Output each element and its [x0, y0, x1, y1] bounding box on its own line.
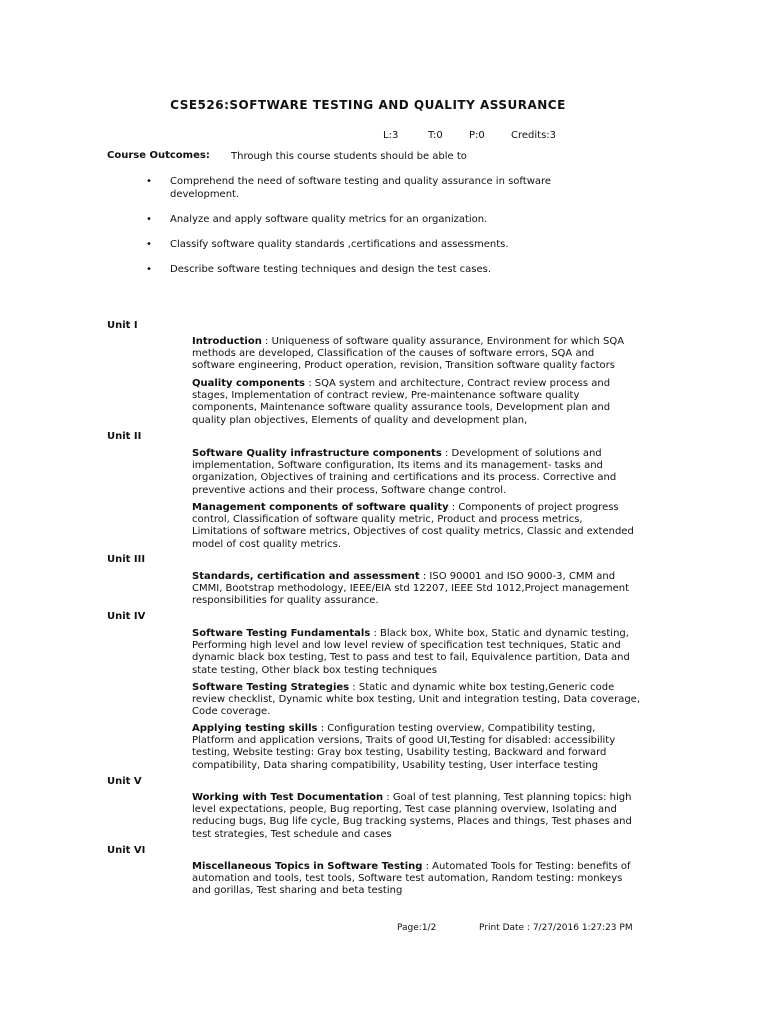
- course-outcomes-intro: Through this course students should be able to: [231, 151, 467, 162]
- topic-text: Black box, White box, Static and dynamic testing, Performing high level and low level review of specification test techniques, Static and dynamic black box testing, Test to pass and test to fail, Equivalence partition, Data and state testing, Other black box testing techniques: [192, 628, 630, 676]
- bullet: •: [146, 239, 152, 250]
- bullet: •: [146, 214, 152, 225]
- topic-text: Uniqueness of software quality assurance, Environment for which SQA methods are developed, Classification of the causes of software errors, SQA and software engineering, Product operation, revision, Transition software quality factors: [192, 336, 625, 372]
- unit-label: Unit III: [107, 554, 146, 565]
- practical-hours: P:0: [469, 130, 485, 141]
- tutorial-hours: T:0: [428, 130, 443, 141]
- print-date: Print Date : 7/27/2016 1:27:23 PM: [479, 923, 633, 933]
- unit-label: Unit VI: [107, 845, 146, 856]
- credit-count: Credits:3: [511, 130, 557, 141]
- topic-heading: Software Testing Strategies: [192, 682, 350, 693]
- topic-text: Development of solutions and implementation, Software configuration, Its items and its management- tasks and organization, Objectives of training and certifications and its process. Corrective and preventive actions and their process, Software change control.: [192, 448, 617, 496]
- topic-text: Components of project progress control, Classification of software quality metric, Product and process metrics, Limitations of software metrics, Objectives of cost quality metrics, Classic and extended model of cost quality metrics.: [192, 502, 634, 550]
- topic-text: Goal of test planning, Test planning topics: high level expectations, people, Bug reporting, Test case planning overview, Isolating and reducing bugs, Bug life cycle, Bug tracking systems, Places and things, Test phases and test strategies, Test schedule and cases: [192, 792, 632, 840]
- topic-heading: Software Testing Fundamentals: [192, 628, 371, 639]
- topic-quality-components: Quality components : SQA system and architecture, Contract review process and stages, Implementation of contract review, Pre-maintenance software quality components, Maintenance software quality assurance tools, Development plan and quality plan objectives, Elements of quality and development plan,: [192, 378, 611, 426]
- topic-standards: Standards, certification and assessment : ISO 90001 and ISO 9000-3, CMM and CMMI, Bootstrap methodology, IEEE/EIA std 12207, IEEE Std 1012,Project management responsibilities for quality assurance.: [192, 571, 629, 607]
- topic-heading: Standards, certification and assessment: [192, 571, 420, 582]
- topic-text: ISO 90001 and ISO 9000-3, CMM and CMMI, Bootstrap methodology, IEEE/EIA std 12207, IEEE Std 1012,Project management responsibilities for quality assurance.: [192, 571, 629, 607]
- topic-heading: Miscellaneous Topics in Software Testing: [192, 861, 423, 872]
- course-title: CSE526:SOFTWARE TESTING AND QUALITY ASSURANCE: [170, 98, 566, 112]
- topic-text: Static and dynamic white box testing,Generic code review checklist, Dynamic white box testing, Unit and integration testing, Data coverage, Code coverage.: [192, 682, 641, 718]
- unit-label: Unit I: [107, 320, 138, 331]
- unit-label: Unit V: [107, 776, 142, 787]
- topic-heading: Management components of software quality: [192, 502, 449, 513]
- topic-text: Automated Tools for Testing: benefits of automation and tools, test tools, Software test automation, Random testing: monkeys and gorillas, Test sharing and beta testing: [192, 861, 631, 897]
- course-outcomes-label: Course Outcomes:: [107, 150, 210, 161]
- topic-heading: Quality components: [192, 378, 306, 389]
- list-item: • Analyze and apply software quality metrics for an organization.: [146, 214, 488, 225]
- topic-heading: Applying testing skills: [192, 723, 318, 734]
- list-item: • Comprehend the need of software testing and quality assurance in software development.: [146, 176, 552, 200]
- topic-heading: Introduction: [192, 336, 262, 347]
- list-item: • Classify software quality standards ,certifications and assessments.: [146, 239, 509, 250]
- bullet: •: [146, 176, 152, 187]
- topic-testing-strategies: Software Testing Strategies : Static and dynamic white box testing,Generic code review checklist, Dynamic white box testing, Unit and integration testing, Data coverage, Code coverage.: [192, 682, 641, 718]
- topic-heading: Software Quality infrastructure components: [192, 448, 442, 459]
- topic-miscellaneous: Miscellaneous Topics in Software Testing : Automated Tools for Testing: benefits of automation and tools, test tools, Software test automation, Random testing: monkeys and gorillas, Test sharing and beta testing: [192, 861, 631, 897]
- topic-testing-fundamentals: Software Testing Fundamentals : Black box, White box, Static and dynamic testing, Performing high level and low level review of specification test techniques, Static and dynamic black box testing, Test to pass and test to fail, Equivalence partition, Data and state testing, Other black box testing techniques: [192, 628, 630, 676]
- topic-test-documentation: Working with Test Documentation : Goal of test planning, Test planning topics: high level expectations, people, Bug reporting, Test case planning overview, Isolating and reducing bugs, Bug life cycle, Bug tracking systems, Places and things, Test phases and test strategies, Test schedule and cases: [192, 792, 632, 840]
- bullet: •: [146, 264, 152, 275]
- topic-introduction: Introduction : Uniqueness of software quality assurance, Environment for which SQA methods are developed, Classification of the causes of software errors, SQA and software engineering, Product operation, revision, Transition software quality factors: [192, 336, 625, 372]
- unit-label: Unit II: [107, 431, 142, 442]
- topic-text: Configuration testing overview, Compatibility testing, Platform and application versions, Traits of good UI,Testing for disabled: accessibility testing, Website testing: Gray box testing, Usability testing, Backward and forward compatibility, Data sharing compatibility, Usability testing, User interface testing: [192, 723, 616, 771]
- topic-text: SQA system and architecture, Contract review process and stages, Implementation of contract review, Pre-maintenance software quality components, Maintenance software quality assurance tools, Development plan and quality plan objectives, Elements of quality and development plan,: [192, 378, 611, 426]
- topic-heading: Working with Test Documentation: [192, 792, 384, 803]
- unit-label: Unit IV: [107, 611, 146, 622]
- page-number: Page:1/2: [397, 923, 437, 933]
- topic-sqa-infrastructure: Software Quality infrastructure components : Development of solutions and implementation, Software configuration, Its items and its management- tasks and organization, Objectives of training and certifications and its process. Corrective and preventive actions and their process, Software change control.: [192, 448, 617, 496]
- topic-testing-skills: Applying testing skills : Configuration testing overview, Compatibility testing, Platform and application versions, Traits of good UI,Testing for disabled: accessibility testing, Website testing: Gray box testing, Usability testing, Backward and forward compatibility, Data sharing compatibility, Usability testing, User interface testing: [192, 723, 616, 771]
- topic-management-components: Management components of software quality : Components of project progress control, Classification of software quality metric, Product and process metrics, Limitations of software metrics, Objectives of cost quality metrics, Classic and extended model of cost quality metrics.: [192, 502, 634, 550]
- list-item: • Describe software testing techniques and design the test cases.: [146, 264, 492, 275]
- lecture-hours: L:3: [383, 130, 399, 141]
- outcomes-list: [146, 175, 596, 288]
